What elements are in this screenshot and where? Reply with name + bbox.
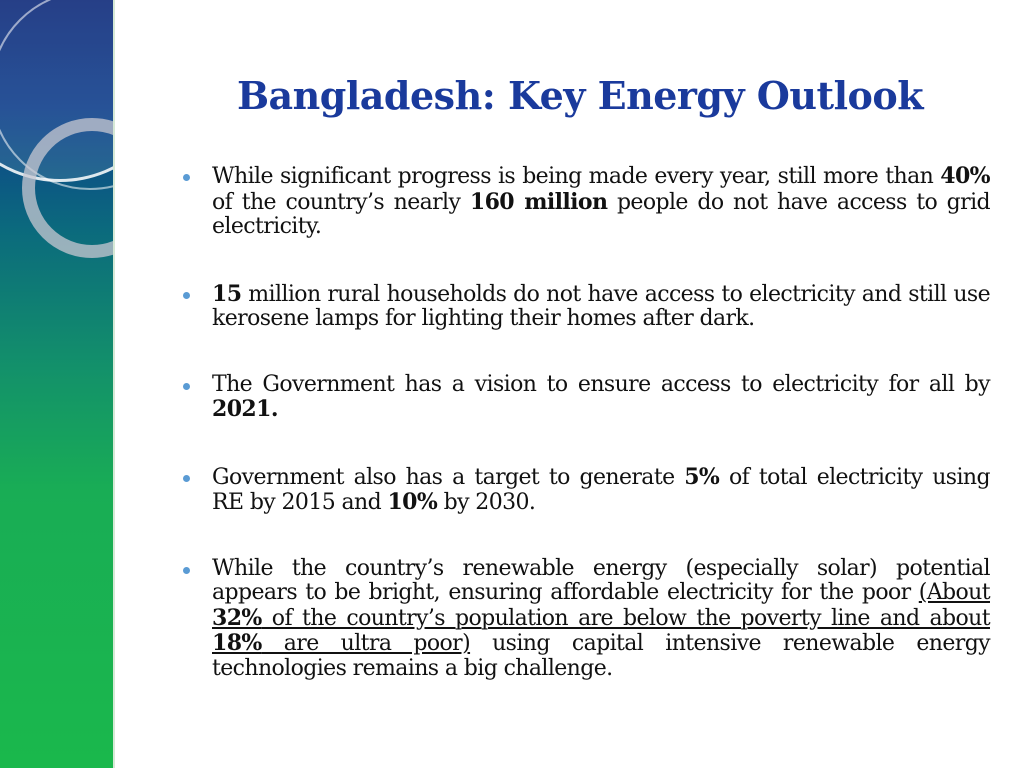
bullet-item-government-vision bbox=[178, 373, 990, 423]
slide-title: Bangladesh: Key Energy Outlook bbox=[236, 73, 924, 118]
bullet-text: Government also has a target to generate bbox=[212, 464, 685, 490]
bullet-bold: 2021. bbox=[212, 396, 278, 422]
underlined-text: (About bbox=[918, 580, 990, 605]
bullet-text: million rural households do not have access to electricity and still use kerosene lamps for lighting their homes after dark. bbox=[212, 281, 990, 331]
bullet-text: using capital intensive renewable energy technologies remains a big challenge. bbox=[212, 631, 991, 681]
bullet-bold: 40% bbox=[940, 163, 990, 189]
bullet-icon bbox=[183, 174, 190, 181]
sidebar-decoration bbox=[0, 0, 113, 768]
bullet-list bbox=[178, 164, 990, 681]
bullet-text: people do not have access to grid electricity. bbox=[212, 189, 990, 239]
bullet-bold: 10% bbox=[387, 489, 438, 515]
bullet-bold: 160 million bbox=[469, 188, 608, 215]
bullet-text: of total electricity using RE by 2015 and bbox=[212, 464, 990, 515]
bullet-icon bbox=[183, 292, 190, 299]
bullet-item-renewable-challenge bbox=[178, 557, 990, 682]
underlined-text: of the country’s population are below the poverty line and about bbox=[261, 605, 990, 631]
bullet-text: by 2030. bbox=[437, 490, 536, 515]
bullet-item-rural-households bbox=[178, 282, 990, 332]
bullet-item-grid-access bbox=[178, 164, 990, 240]
underlined-bold: 32% bbox=[212, 604, 262, 631]
bullet-item-re-target bbox=[178, 465, 990, 516]
bullet-bold: 15 bbox=[212, 280, 242, 307]
bullet-icon bbox=[183, 567, 190, 574]
bullet-icon bbox=[183, 383, 190, 390]
underlined-text: are ultra poor) bbox=[261, 631, 471, 656]
bullet-text: of the country’s nearly bbox=[212, 189, 470, 215]
bullet-text: While the country’s renewable energy (especially solar) potential appears to be bright, ensuring affordable electricity for the poor bbox=[212, 555, 990, 605]
bullet-text: The Government has a vision to ensure access to electricity for all by bbox=[212, 371, 990, 397]
bullet-text: While significant progress is being made every year, still more than bbox=[212, 164, 941, 189]
bullet-icon bbox=[183, 475, 190, 482]
underlined-bold: 18% bbox=[212, 630, 262, 656]
sidebar-edge bbox=[113, 0, 115, 768]
bullet-bold: 5% bbox=[684, 463, 720, 490]
